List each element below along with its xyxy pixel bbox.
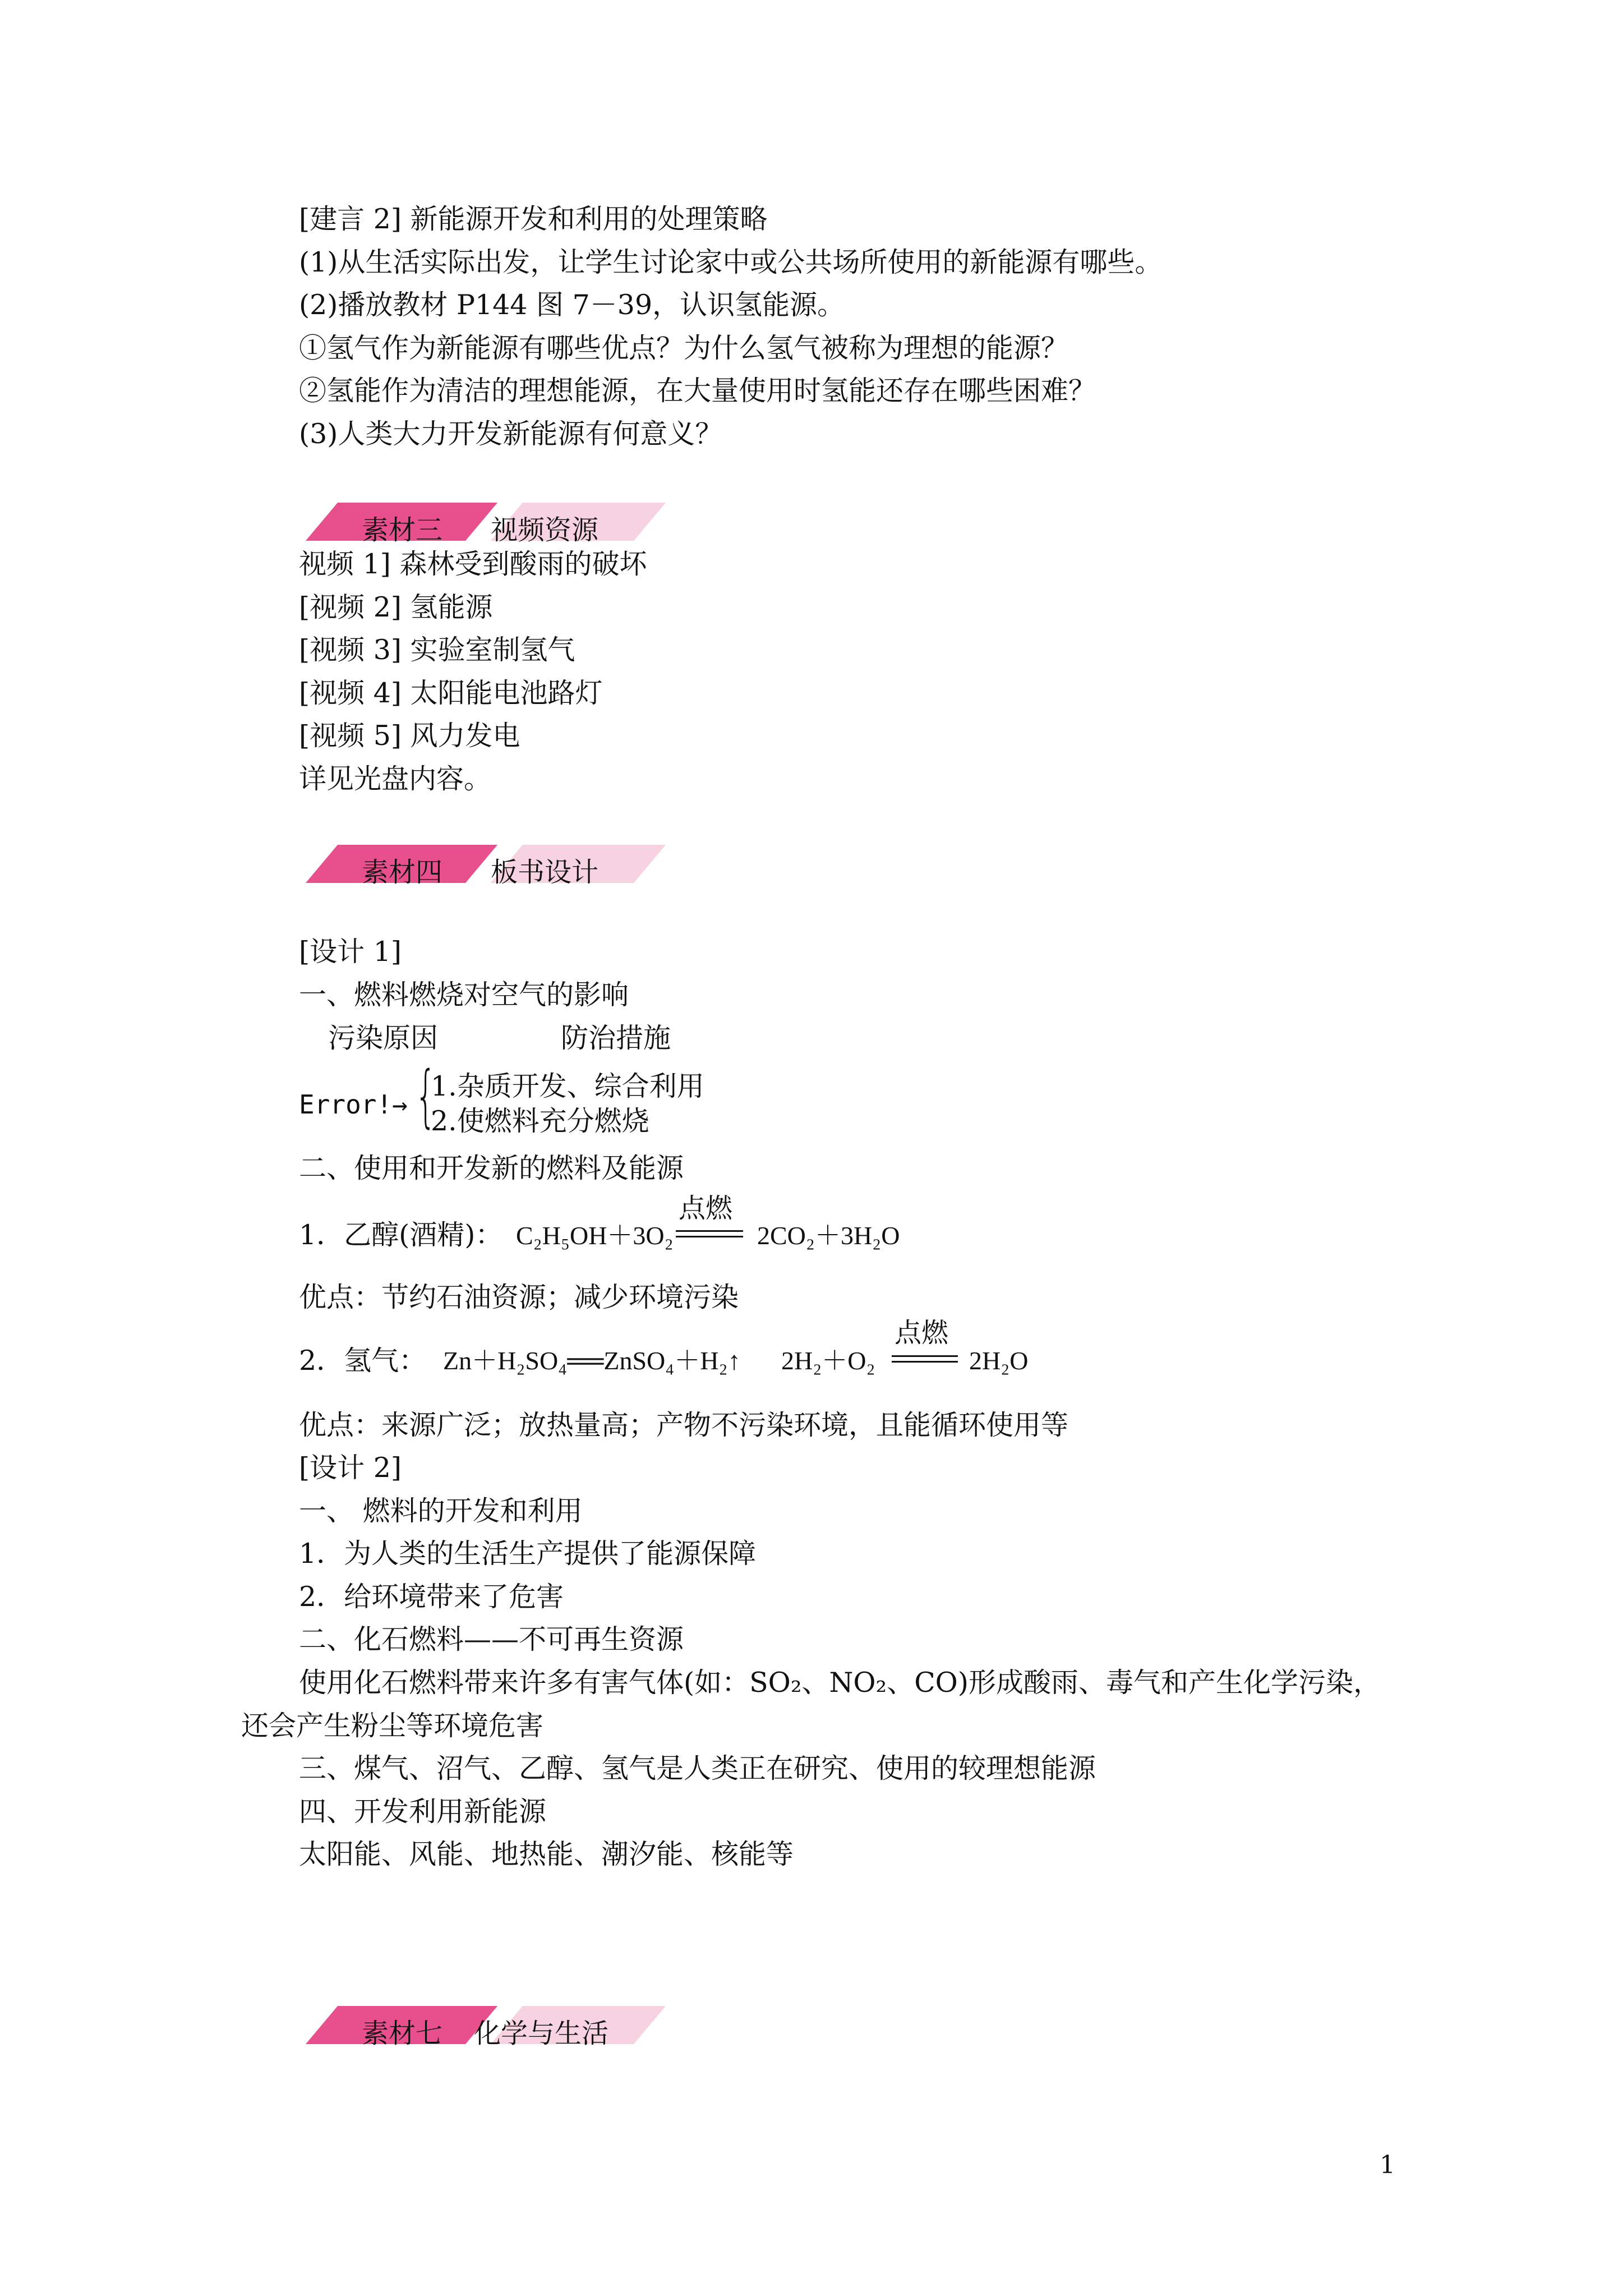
advice-item: ②氢能作为清洁的理想能源，在大量使用时氢能还存在哪些困难？	[299, 375, 1096, 407]
video-item: [视频 4] 太阳能电池路灯	[299, 677, 603, 709]
advice-title: [建言 2] 新能源开发和利用的处理策略	[299, 203, 768, 235]
section-title: 板书设计	[491, 857, 599, 888]
hydrogen-label: 2．氢气：	[299, 1345, 427, 1377]
video-item: [视频 2] 氢能源	[299, 591, 493, 623]
section-tag: 素材三	[362, 514, 443, 546]
equation-right: 2CO₂＋3H₂O	[757, 1221, 900, 1250]
reaction-condition: 点燃	[679, 1193, 733, 1224]
equation-left: C₂H₅OH＋3O₂	[516, 1221, 674, 1250]
design-label: [设计 1]	[299, 936, 402, 968]
advice-item: ①氢气作为新能源有哪些优点？为什么氢气被称为理想的能源？	[299, 332, 1069, 364]
advantage-text: 优点：节约石油资源；减少环境污染	[299, 1281, 739, 1313]
video-item: [视频 3] 实验室制氢气	[299, 634, 575, 666]
column-label: 防治措施	[561, 1022, 671, 1054]
outline-line: 1．为人类的生活生产提供了能源保障	[299, 1538, 757, 1570]
equals-bar	[892, 1355, 958, 1357]
equation-right: 2H₂O	[969, 1346, 1029, 1375]
error-text: Error!→	[299, 1089, 408, 1120]
video-item: 视频 1] 森林受到酸雨的破坏	[299, 548, 647, 580]
section-banner-4	[306, 845, 642, 888]
heading: 二、使用和开发新的燃料及能源	[299, 1152, 684, 1184]
heading: 一、燃料燃烧对空气的影响	[299, 979, 629, 1011]
equation: Zn＋H₂SO₄══ZnSO₄＋H₂↑	[443, 1346, 741, 1375]
video-item: [视频 5] 风力发电	[299, 720, 520, 752]
outline-line: 四、开发利用新能源	[299, 1796, 547, 1828]
ethanol-label: 1．乙醇(酒精)：	[299, 1219, 503, 1251]
section-banner-3	[306, 503, 642, 546]
outline-line: 太阳能、风能、地热能、潮汐能、核能等	[299, 1838, 794, 1870]
reaction-condition: 点燃	[895, 1317, 949, 1349]
paragraph-line: 还会产生粉尘等环境危害	[241, 1710, 544, 1742]
advice-item: (2)播放教材 P144 图 7－39，认识氢能源。	[299, 289, 845, 321]
equals-bar	[676, 1230, 743, 1232]
outline-line: 二、化石燃料——不可再生资源	[299, 1623, 684, 1655]
design-label: [设计 2]	[299, 1452, 402, 1484]
column-label: 污染原因	[328, 1022, 439, 1054]
section-tag: 素材七	[362, 2018, 443, 2049]
advice-item: (1)从生活实际出发，让学生讨论家中或公共场所使用的新能源有哪些。	[299, 246, 1163, 278]
outline-line: 2．给环境带来了危害	[299, 1581, 564, 1613]
equals-bar	[676, 1236, 743, 1237]
section-tag: 素材四	[362, 857, 443, 888]
equals-bar	[892, 1361, 958, 1363]
brace-icon: {	[415, 1057, 437, 1135]
measure-item: 2.使燃料充分燃烧	[431, 1105, 649, 1137]
outline-line: 一、 燃料的开发和利用	[299, 1495, 583, 1527]
paragraph-line: 使用化石燃料带来许多有害气体(如：SO₂、NO₂、CO)形成酸雨、毒气和产生化学污染，	[299, 1667, 1381, 1699]
advice-item: (3)人类大力开发新能源有何意义？	[299, 418, 723, 450]
video-note: 详见光盘内容。	[299, 763, 492, 795]
page-number: 1	[1380, 2151, 1395, 2179]
section-title: 化学与生活	[474, 2018, 609, 2049]
section-banner-7	[306, 2006, 642, 2049]
outline-line: 三、煤气、沼气、乙醇、氢气是人类正在研究、使用的较理想能源	[299, 1752, 1096, 1784]
advantage-text: 优点：来源广泛；放热量高；产物不污染环境，且能循环使用等	[299, 1409, 1069, 1441]
equation-left: 2H₂＋O₂	[781, 1346, 875, 1375]
measure-item: 1.杂质开发、综合利用	[431, 1070, 704, 1102]
section-title: 视频资源	[491, 514, 599, 546]
